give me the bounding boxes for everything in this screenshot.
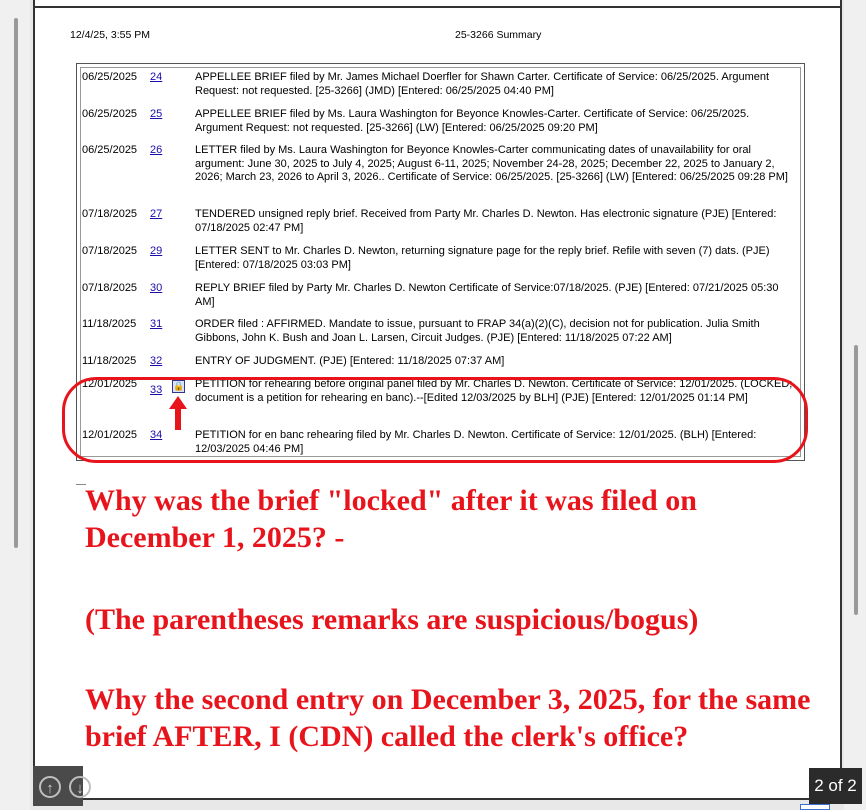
entry-text: REPLY BRIEF filed by Party Mr. Charles D. Newton Certificate of Service:07/18/2025. (PJE) [Entered: 07/21/2025 05:30 AM] (195, 282, 779, 308)
entry-text: LETTER filed by Ms. Laura Washington for Beyonce Knowles-Carter communicating dates of unavailability for oral argument: June 30, 2025 to July 4, 2025; August 6-11, 2025; November 24-28, 2025; December 22, 2025 to January 2, 2026; March 23, 2026 to April 3, 2026.. Certificate of Service: 06/25/2025. [25-3266] (LW) [Entered: 06/25/2025 09:28 PM] (195, 144, 788, 183)
lock-icon[interactable]: 🔒 (173, 381, 185, 391)
page-up-icon[interactable]: ↑ (39, 776, 61, 798)
entry-text: PETITION for rehearing before original panel filed by Mr. Charles D. Newton. Certificate of Service: 12/01/2025. (LOCKED; document is a petition for rehearing en banc).--[Edited 12/03/2025 by BLH] (PJE) [Entered: 12/01/2025 01:14 PM] (195, 378, 793, 404)
entry-text: APPELLEE BRIEF filed by Mr. James Michael Doerfler for Shawn Carter. Certificate of Service: 06/25/2025. Argument Request: not requested. [25-3266] (JMD) [Entered: 06/25/2025 04:40 PM] (195, 71, 770, 97)
entry-text: LETTER SENT to Mr. Charles D. Newton, returning signature page for the reply brief. Refile with seven (7) dats. (PJE) [Entered: 07/18/2025 03:03 PM] (195, 245, 770, 271)
red-arrow-icon (168, 396, 188, 430)
page-top-border (35, 6, 840, 8)
pdf-page (33, 0, 842, 800)
entry-text: PETITION for en banc rehearing filed by Mr. Charles D. Newton. Certificate of Service: 12/01/2025. (BLH) [Entered: 12/03/2025 04:46 PM] (195, 429, 757, 455)
entry-number-link[interactable]: 32 (150, 355, 163, 367)
right-scrollbar[interactable] (844, 0, 866, 810)
entry-text: TENDERED unsigned reply brief. Received from Party Mr. Charles D. Newton. Has electronic signature (PJE) [Entered: 07/18/2025 02:47 PM] (195, 208, 777, 234)
entry-number-link[interactable]: 33 (150, 384, 163, 396)
print-datetime: 12/4/25, 3:55 PM (70, 29, 150, 41)
entry-date: 07/18/2025 (82, 208, 138, 220)
entry-date: 12/01/2025 (82, 378, 138, 390)
entry-number-link[interactable]: 34 (150, 429, 163, 441)
entry-date: 06/25/2025 (82, 108, 138, 120)
entry-date: 11/18/2025 (82, 318, 137, 330)
entry-number-link[interactable]: 31 (150, 318, 163, 330)
left-scrollbar[interactable] (0, 0, 30, 810)
entry-date: 12/01/2025 (82, 429, 138, 441)
right-scrollbar-thumb[interactable] (854, 345, 858, 615)
left-scrollbar-thumb[interactable] (14, 18, 18, 548)
annotation-question-second-entry: Why the second entry on December 3, 2025, for the same brief AFTER, I (CDN) called the clerk's office? (85, 683, 811, 753)
viewer-toolbar (33, 766, 83, 806)
entry-text: ENTRY OF JUDGMENT. (PJE) [Entered: 11/18/2025 07:37 AM] (195, 355, 505, 367)
entry-date: 06/25/2025 (82, 71, 138, 83)
entry-text: ORDER filed : AFFIRMED. Mandate to issue, pursuant to FRAP 34(a)(2)(C), decision not for publication. Julia Smith Gibbons, John K. Bush and Joan L. Larsen, Circuit Judges. (PJE) [Entered: 11/18/2025 07:22 AM] (195, 318, 760, 344)
entry-date: 07/18/2025 (82, 282, 138, 294)
annotation-question-locked: Why was the brief "locked" after it was filed on December 1, 2025? - (85, 484, 697, 554)
entry-number-link[interactable]: 26 (150, 144, 163, 156)
entry-number-link[interactable]: 27 (150, 208, 163, 220)
annotation-parentheses-remark: (The parentheses remarks are suspicious/bogus) (85, 603, 699, 636)
page-down-icon[interactable]: ↓ (69, 776, 91, 798)
entry-number-link[interactable]: 25 (150, 108, 163, 120)
entry-number-link[interactable]: 29 (150, 245, 163, 257)
bottom-corner-control[interactable] (800, 804, 830, 810)
entry-date: 06/25/2025 (82, 144, 138, 156)
entry-number-link[interactable]: 24 (150, 71, 163, 83)
entry-date: 11/18/2025 (82, 355, 137, 367)
page-counter: 2 of 2 (809, 768, 862, 804)
entry-date: 07/18/2025 (82, 245, 138, 257)
entry-number-link[interactable]: 30 (150, 282, 163, 294)
entry-text: APPELLEE BRIEF filed by Ms. Laura Washington for Beyonce Knowles-Carter. Certificate of Service: 06/25/2025. Argument Request: not requested. [25-3266] (LW) [Entered: 06/25/2025 09:20 PM] (195, 108, 750, 134)
print-title: 25-3266 Summary (455, 29, 542, 41)
